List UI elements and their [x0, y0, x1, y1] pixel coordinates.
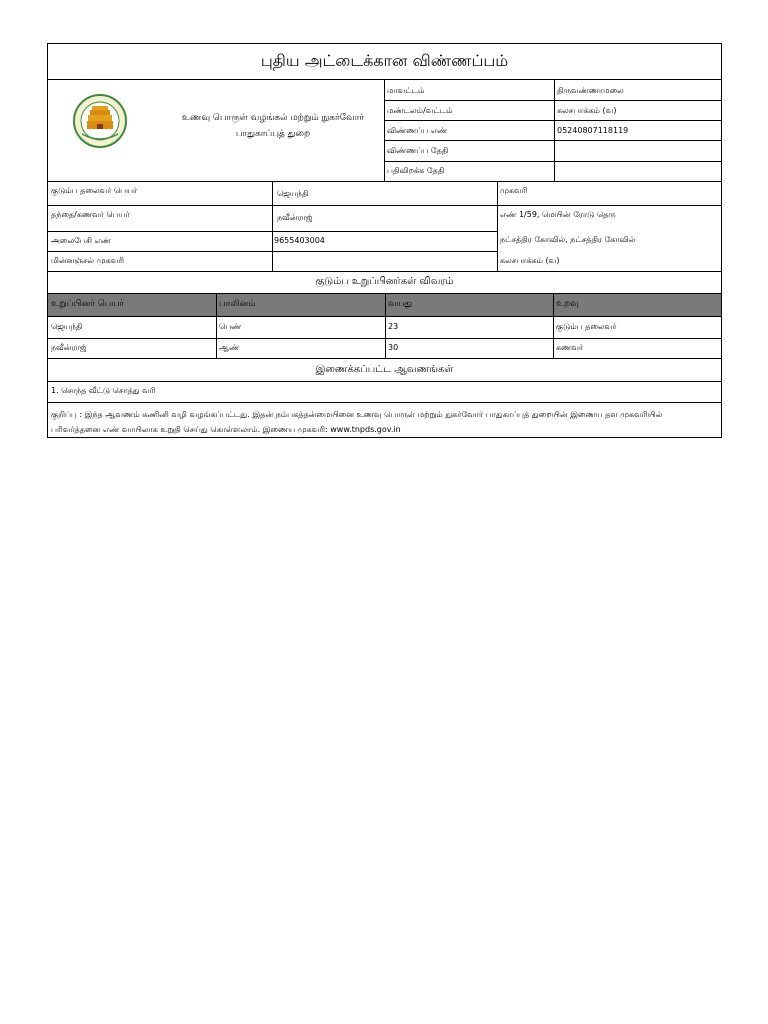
download-date-label: பதிவிறக்க தேதி [387, 166, 445, 175]
documents-section-title: இணைக்கப்பட்ட ஆவணங்கள் [315, 364, 454, 375]
father-husband-value: நவீன்ராஜ் [277, 213, 313, 222]
address-line-2: நட்சத்திர கோவில், நட்சத்திர கோவில் [500, 235, 636, 244]
document-item-1: 1. சொந்த வீட்டு சொத்து வரி [51, 386, 156, 395]
taluk-value: கலசபாக்கம் (வ) [557, 106, 617, 115]
tamil-nadu-emblem-icon [70, 94, 130, 148]
col-age: வயது [388, 299, 413, 309]
district-value: திருவண்ணாமலை [557, 86, 624, 95]
member-2-relation: கணவர் [556, 343, 584, 352]
member-2-name: நவீன்ராஜ் [51, 343, 87, 352]
taluk-label: மண்டலம்/வட்டம் [387, 106, 453, 115]
mobile-label: அலைபேசி எண் [51, 236, 111, 245]
col-gender: பாலினம் [219, 299, 256, 309]
member-2-gender: ஆண் [219, 343, 240, 352]
verification-note: குறிப்பு : இந்த ஆவணம் கணினி வழி வழங்கப்பட்டது. இதன் நம்பகத்தன்மையினை உணவு பொருள் மற்றும் நுகர்வோர் பாதுகாப்புத் துறையின் இணைய தள முகவரியில் பரிவர்த்தனை எண் வாயிலாக உறுதி செய்து கொள்ளலாம். இணைய முகவரி: www.tnpds.gov.in [51, 410, 663, 434]
email-label: மின்னஞ்சல் முகவரி [51, 256, 125, 265]
mobile-value: 9655403004 [274, 236, 325, 245]
district-label: மாவட்டம் [387, 86, 425, 95]
head-of-family-value: ஜெயந்தி [277, 189, 309, 198]
address-label: முகவரி [500, 186, 528, 195]
col-relation: உறவு [556, 299, 579, 309]
form-title: புதிய அட்டைக்கான விண்ணப்பம் [48, 44, 721, 80]
father-husband-label: தந்தை/கணவர் பெயர் [51, 210, 130, 219]
members-section-title: குடும்ப உறுப்பினர்கள் விவரம் [315, 276, 454, 287]
address-line-3: கலசபாக்கம் (வ) [500, 256, 560, 265]
department-name: உணவு பொருள் வழங்கல் மற்றும் நுகர்வோர் பாதுகாப்புத் துறை [181, 113, 365, 139]
col-member-name: உறுப்பினர் பெயர் [51, 299, 125, 309]
address-line-1: எண் 1/59, மெயின் ரோடு தெரு [500, 210, 616, 219]
application-number-value: 05240807118119 [557, 126, 629, 135]
member-1-gender: பெண் [219, 322, 242, 331]
member-1-relation: குடும்ப தலைவர் [556, 322, 617, 331]
member-1-age: 23 [388, 322, 399, 331]
head-of-family-label: குடும்ப தலைவர் பெயர் [51, 186, 138, 195]
application-number-label: விண்ணப்ப எண் [387, 126, 448, 135]
ration-card-application-form [47, 43, 722, 438]
application-date-label: விண்ணப்ப தேதி [387, 146, 449, 155]
member-2-age: 30 [388, 343, 399, 352]
member-1-name: ஜெயந்தி [51, 322, 83, 331]
